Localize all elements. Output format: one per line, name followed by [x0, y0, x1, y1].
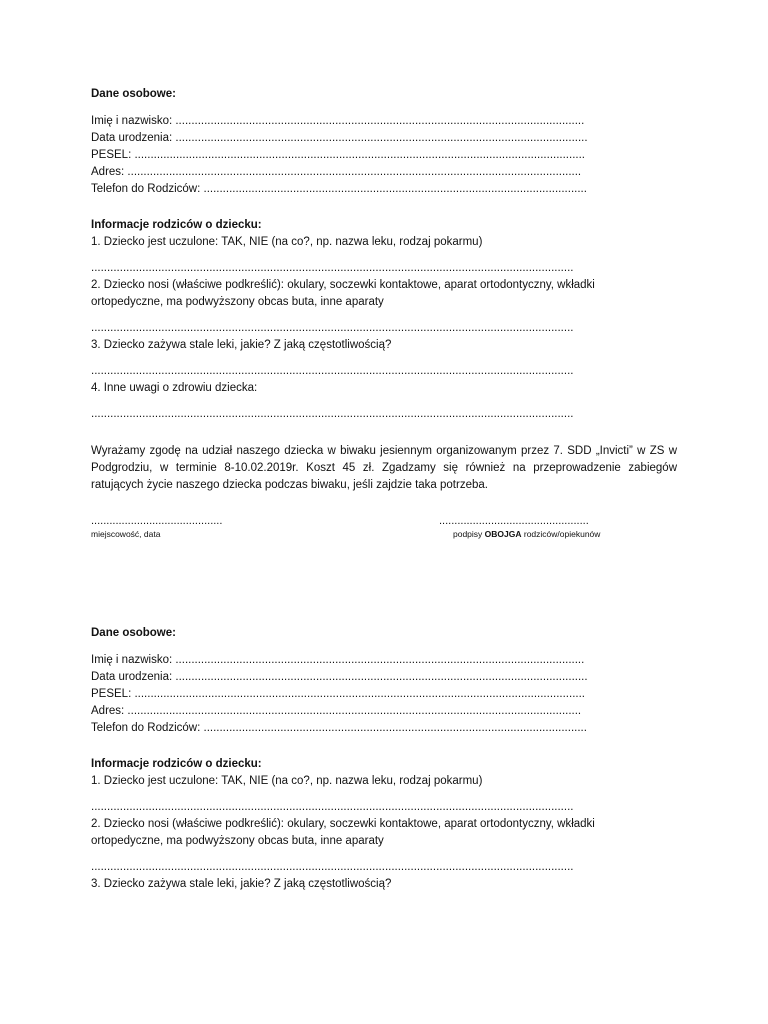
question-devices-cont: ortopedyczne, ma podwyższony obcas buta, inne aparaty	[91, 835, 384, 847]
pesel-field: PESEL: .............................................................................................................................................	[91, 149, 585, 161]
form-2	[91, 625, 677, 893]
question-medication: 3. Dziecko zażywa stale leki, jakie? Z jaką częstotliwością?	[91, 339, 392, 351]
parents-signature-label	[439, 528, 600, 540]
parents-info-heading: Informacje rodziców o dziecku:	[91, 758, 262, 770]
place-date-signature	[91, 514, 222, 540]
answer-line-allergy: .......................................................................................................................................................	[91, 262, 574, 274]
birthdate-field: Data urodzenia: .................................................................................................................................	[91, 671, 588, 683]
parents-phone-field: Telefon do Rodziców: ........................................................................................................................	[91, 722, 587, 734]
answer-line-medication: .......................................................................................................................................................	[91, 365, 574, 377]
question-allergy: 1. Dziecko jest uczulone: TAK, NIE (na co?, np. nazwa leku, rodzaj pokarmu)	[91, 236, 483, 248]
pesel-field: PESEL: .............................................................................................................................................	[91, 688, 585, 700]
question-medication: 3. Dziecko zażywa stale leki, jakie? Z jaką częstotliwością?	[91, 878, 392, 890]
consent-statement: Wyrażamy zgodę na udział naszego dziecka w biwaku jesiennym organizowanym przez 7. SDD „Invicti” w ZS w Podgrodziu, w terminie 8-10.02.2019r. Koszt 45 zł. Zgadzamy się również na przeprowadzenie zabiegów ratujących życie naszego dziecka podczas biwaku, jeśli zajdzie taka potrzeba.	[91, 445, 677, 491]
personal-data-heading: Dane osobowe:	[91, 627, 176, 639]
place-date-line: ...........................................	[91, 515, 223, 527]
signature-label-pre: podpisy	[453, 529, 485, 539]
answer-line-allergy: .......................................................................................................................................................	[91, 801, 574, 813]
question-devices: 2. Dziecko nosi (właściwe podkreślić): okulary, soczewki kontaktowe, aparat ortodontyczny, wkładki	[91, 818, 595, 830]
address-field: Adres: ..............................................................................................................................................	[91, 166, 582, 178]
parents-signature-line: .................................................	[439, 515, 589, 527]
signature-label-both: OBOJGA	[484, 529, 522, 539]
question-devices: 2. Dziecko nosi (właściwe podkreślić): okulary, soczewki kontaktowe, aparat ortodontyczny, wkładki	[91, 279, 595, 291]
name-field: Imię i nazwisko: ................................................................................................................................	[91, 115, 585, 127]
question-allergy: 1. Dziecko jest uczulone: TAK, NIE (na co?, np. nazwa leku, rodzaj pokarmu)	[91, 775, 483, 787]
parents-phone-field: Telefon do Rodziców: ........................................................................................................................	[91, 183, 587, 195]
signature-label-post: rodziców/opiekunów	[521, 529, 601, 539]
form-1	[91, 86, 677, 544]
parents-info-heading: Informacje rodziców o dziecku:	[91, 219, 262, 231]
answer-line-devices: .......................................................................................................................................................	[91, 861, 574, 873]
name-field: Imię i nazwisko: ................................................................................................................................	[91, 654, 585, 666]
question-health-notes: 4. Inne uwagi o zdrowiu dziecka:	[91, 382, 258, 394]
answer-line-devices: .......................................................................................................................................................	[91, 322, 574, 334]
signature-block	[91, 514, 677, 544]
personal-data-heading: Dane osobowe:	[91, 88, 176, 100]
birthdate-field: Data urodzenia: .................................................................................................................................	[91, 132, 588, 144]
question-devices-cont: ortopedyczne, ma podwyższony obcas buta, inne aparaty	[91, 296, 384, 308]
parents-signature	[439, 514, 600, 540]
answer-line-health-notes: .......................................................................................................................................................	[91, 408, 574, 420]
address-field: Adres: ..............................................................................................................................................	[91, 705, 582, 717]
place-date-label: miejscowość, data	[91, 529, 161, 539]
